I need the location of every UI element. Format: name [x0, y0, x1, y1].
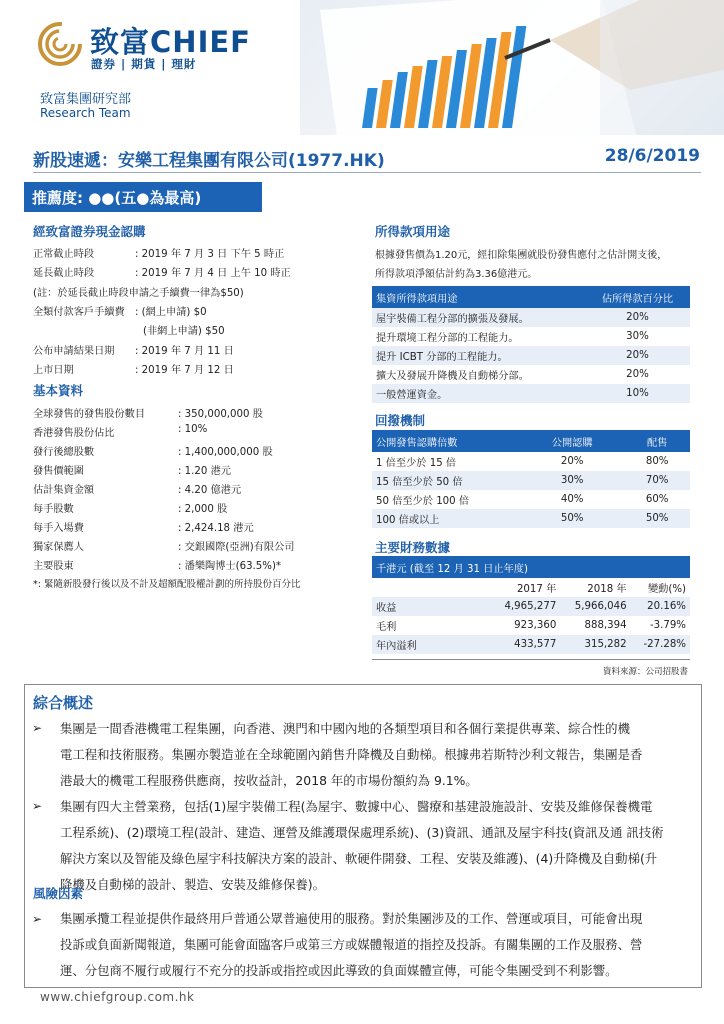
table-cell: 屋宇裝備工程分部的擴張及發展。: [372, 308, 585, 327]
financials-unit: 千港元 (截至 12 月 31 日止年度): [372, 556, 690, 578]
result-date-value: : 2019 年 7 月 11 日: [135, 346, 234, 357]
basic-row-label: 全球發售的發售股份數目: [33, 409, 146, 420]
summary-heading: 綜合概述: [33, 694, 94, 712]
extended-deadline-value: : 2019 年 7 月 4 日 上午 10 時正: [135, 268, 291, 279]
basic-row-label: 每手股數: [33, 504, 74, 515]
data-source: 資料來源：公司招股書: [602, 667, 688, 677]
table-cell: 20%: [585, 346, 690, 365]
table-cell: 收益: [372, 597, 490, 616]
fee-label: 全類付款客戶手續費: [33, 307, 125, 318]
table-cell: 100 倍或以上: [372, 509, 520, 528]
basic-info-heading: 基本資料: [33, 383, 84, 398]
table-cell: 20%: [585, 308, 690, 327]
financials-table: [372, 556, 690, 654]
table-cell: -27.28%: [631, 635, 690, 654]
table-header-row: [372, 286, 690, 308]
bar-chart-illustration-icon: [300, 0, 724, 135]
table-row: [372, 346, 690, 365]
table-cell: 4,965,277: [490, 597, 560, 616]
extended-fee-note: (註：於延長截止時段申請之手續費一律為$50): [33, 288, 244, 299]
basic-row-value: : 交銀國際(亞洲)有限公司: [178, 542, 295, 553]
table-row: [372, 490, 690, 509]
fee-online: : (網上申請) $0: [135, 307, 207, 318]
table-cell: 10%: [585, 384, 690, 403]
table-cell: 20%: [560, 456, 584, 467]
table-row: [372, 509, 690, 528]
summary-paragraph-2: [60, 794, 700, 898]
basic-row-value: : 1.20 港元: [178, 466, 231, 477]
basic-row-label: 獨家保薦人: [33, 542, 84, 553]
table-cell: 提升 ICBT 分部的工程能力。: [372, 346, 585, 365]
page-title: 新股速遞：安樂工程集團有限公司(1977.HK): [33, 151, 385, 171]
listing-date-value: : 2019 年 7 月 12 日: [135, 365, 234, 376]
table-row: [372, 327, 690, 346]
table-cell: 擴大及發展升降機及自動梯分部。: [376, 371, 529, 382]
basic-row-value: : 2,000 股: [178, 504, 228, 515]
org-name-cn: 致富集團研究部: [40, 92, 132, 107]
table-row: [372, 578, 690, 597]
table-cell: 1 倍至少於 15 倍: [376, 458, 457, 469]
bullet-icon: ➢: [32, 721, 43, 735]
table-cell: 提升環境工程分部的工程能力。: [376, 333, 519, 344]
bullet-icon: ➢: [32, 912, 43, 926]
proceeds-heading: 所得款項用途: [375, 224, 451, 239]
org-name-en: Research Team: [40, 106, 131, 120]
text-line: 港最大的機電工程服務供應商，按收益計，2018 年的市場份額約為 9.1%。: [60, 773, 478, 788]
summary-paragraph-1: [60, 716, 700, 794]
basic-row-value: : 350,000,000 股: [178, 409, 263, 420]
table-cell: 50%: [624, 509, 690, 528]
financials-rule: [372, 659, 690, 660]
table-header-row: [372, 430, 690, 452]
table-header-cell: 變動(%): [647, 584, 686, 595]
table-cell: 5,966,046: [560, 597, 630, 616]
table-row: [372, 384, 690, 403]
basic-row-label: 估計集資金額: [33, 485, 95, 496]
result-date-label: 公布申請結果日期: [33, 346, 115, 357]
text-line: 投訴或負面新聞報道，集團可能會面臨客戶或第三方或媒體報道的指控及投訴。有關集團的工作及服務、營: [60, 937, 643, 952]
table-cell: 毛利: [376, 622, 397, 633]
table-cell: 20%: [626, 369, 649, 380]
table-cell: 50%: [520, 509, 624, 528]
table-header-cell: 公開認購: [520, 430, 624, 452]
table-header-cell: 佔所得款百分比: [585, 286, 690, 308]
risk-paragraph: [60, 906, 700, 984]
table-cell: 30%: [626, 331, 649, 342]
table-cell: 一般營運資金。: [372, 384, 585, 403]
table-cell: 315,282: [560, 635, 630, 654]
table-header-cell: 公開發售認購倍數: [372, 430, 520, 452]
basic-row-value: : 4.20 億港元: [178, 485, 242, 496]
table-cell: 888,394: [584, 620, 627, 631]
table-row: [372, 471, 690, 490]
proceeds-intro-line1: 根據發售價為1.20元，經扣除集團就股份發售應付之估計開支後，: [375, 250, 668, 261]
table-cell: 433,577: [490, 635, 560, 654]
basic-row-value: : 1,400,000,000 股: [178, 447, 273, 458]
recommendation-text: 推薦度: ●●(五●為最高): [32, 189, 202, 207]
table-row: [372, 635, 690, 654]
listing-date-label: 上市日期: [33, 365, 74, 376]
basic-row-label: 香港發售股份佔比: [33, 428, 115, 439]
basic-row-label: 發售價範圍: [33, 466, 84, 477]
basic-footnote: *: 緊隨新股發行後以及不計及超額配股權計劃的所持股份百分比: [33, 579, 301, 590]
table-row: [372, 452, 690, 471]
normal-deadline-value: : 2019 年 7 月 3 日 下午 5 時正: [135, 249, 285, 260]
basic-row-value: : 2,424.18 港元: [178, 523, 254, 534]
table-header-cell: 集資所得款項用途: [372, 286, 585, 308]
table-cell: 70%: [624, 471, 690, 490]
text-line: 集團有四大主營業務，包括(1)屋宇裝備工程(為屋宇、數據中心、醫療和基建設施設計、安裝及維修保養機電: [60, 799, 653, 814]
table-header-row: [372, 556, 690, 578]
proceeds-table: [372, 286, 690, 403]
clawback-table: [372, 430, 690, 528]
brand-subtitle: 證券 | 期貨 | 理財: [91, 57, 197, 71]
brand-name: 致富CHIEF: [90, 25, 251, 59]
text-line: 解決方案以及智能及綠色屋宇科技解決方案的設計、軟硬件開發、工程、安裝及維護)、(4)升降機及自動梯(升: [60, 851, 658, 866]
table-row: [372, 308, 690, 327]
financials-heading: 主要財務數據: [375, 540, 451, 555]
table-header-cell: 2018 年: [587, 584, 627, 595]
subscription-heading: 經致富證券現金認購: [33, 224, 146, 239]
table-row: [372, 365, 690, 384]
table-cell: 30%: [520, 471, 624, 490]
text-line: 集團承攬工程並提供作最終用戶普通公眾普遍使用的服務。對於集團涉及的工作、營運或項目，可能會出現: [60, 911, 643, 926]
table-cell: 50 倍至少於 100 倍: [376, 496, 470, 507]
table-header-cell: 2017 年: [516, 584, 557, 595]
text-line: 工程系統)、(2)環境工程(設計、建造、運營及維護環保處理系統)、(3)資訊、通訊及屋宇科技(資訊及通 訊技術: [60, 825, 664, 840]
table-row: [372, 616, 690, 635]
normal-deadline-label: 正常截止時段: [33, 249, 95, 260]
footer-website[interactable]: www.chiefgroup.com.hk: [40, 990, 195, 1004]
clawback-heading: 回撥機制: [375, 413, 426, 428]
table-header-cell: 配售: [624, 430, 690, 452]
text-line: 集團是一間香港機電工程集團，向香港、澳門和中國內地的各類型項目和各個行業提供專業、綜合性的機: [60, 721, 630, 736]
table-cell: 923,360: [514, 620, 557, 631]
text-line: 降機及自動梯的設計、製造、安裝及維修保養)。: [60, 877, 326, 892]
proceeds-intro-line2: 所得款項淨額估計約為3.36億港元。: [375, 269, 538, 280]
title-divider: [33, 172, 701, 173]
basic-row-label: 每手入場費: [33, 523, 84, 534]
table-row: [372, 597, 690, 616]
table-cell: 20.16%: [631, 597, 690, 616]
basic-row-value: : 10%: [178, 424, 208, 435]
fee-offline: (非網上申請) $50: [143, 326, 225, 337]
bullet-icon: ➢: [32, 799, 43, 813]
table-cell: 15 倍至少於 50 倍: [372, 471, 520, 490]
risk-heading: 風險因素: [33, 886, 84, 901]
extended-deadline-label: 延長截止時段: [33, 268, 95, 279]
table-cell: 80%: [645, 456, 669, 467]
text-line: 運、分包商不履行或履行不充分的投訴或指控或因此導致的負面媒體宣傳，可能令集團受到不利影響。: [60, 963, 618, 978]
table-cell: 40%: [560, 494, 584, 505]
hero-image: [300, 0, 724, 135]
chief-logo-icon: [38, 22, 82, 66]
table-cell: 年內溢利: [372, 635, 490, 654]
basic-row-value: : 潘樂陶博士(63.5%)*: [178, 561, 282, 572]
text-line: 電工程和技術服務。集團亦製造並在全球範圍內銷售升降機及自動梯。根據弗若斯特沙利文報告，集團是香: [60, 747, 643, 762]
table-cell: -3.79%: [649, 620, 686, 631]
basic-row-label: 主要股東: [33, 561, 74, 572]
table-cell: 60%: [645, 494, 669, 505]
basic-row-label: 發行後總股數: [33, 447, 95, 458]
report-date: 28/6/2019: [604, 146, 700, 166]
